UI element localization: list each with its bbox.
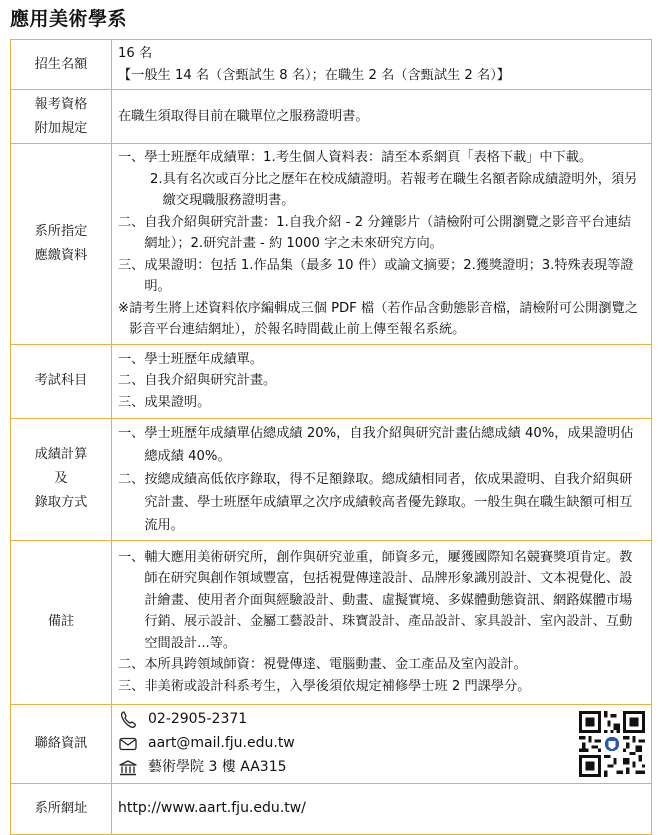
label-line: 應繳資料 — [34, 247, 88, 263]
item-text: 學士班歷年成績單。 — [144, 351, 264, 367]
website-link[interactable]: http://www.aart.fju.edu.tw/ — [118, 799, 306, 816]
item-text: 成果證明。 — [144, 394, 211, 410]
item-number: 二、 — [118, 373, 145, 389]
phone-number[interactable]: 02-2905-2371 — [148, 710, 248, 727]
row-website — [11, 783, 652, 834]
label-grading — [11, 418, 112, 540]
content-remarks — [112, 540, 652, 704]
item-text: 本所具跨領域師資：視覺傳達、電腦動畫、金工產品及室內設計。 — [144, 657, 527, 673]
row-extra-requirements — [11, 90, 652, 144]
list-item — [118, 547, 643, 655]
page-title: 應用美術學系 — [10, 8, 128, 30]
row-exam-subjects — [11, 344, 652, 418]
list-item — [118, 370, 643, 392]
item-number: 三、 — [118, 394, 145, 410]
item-text: 輔大應用美術研究所，創作與研究並重，師資多元，屢獲國際知名競賽獎項肯定。教師在研究與創作領域豐富，包括視覺傳達設計、品牌形象識別設計、文本視覺化、設計繪畫、使用者介面與經驗設計、動畫、虛擬實境、多媒體動態資訊、網路媒體市場行銷、展示設計、金屬工藝設計、珠寶設計、產品設計、家具設計、室內設計、互動空間設計...等。 — [144, 549, 633, 651]
address-text: 藝術學院 3 樓 AA315 — [148, 758, 287, 775]
label-remarks: 備註 — [11, 540, 112, 704]
label-line: 錄取方式 — [34, 495, 88, 510]
list-item — [118, 654, 643, 676]
list-item — [118, 147, 643, 169]
label-required-materials — [11, 144, 112, 345]
contact-email — [118, 732, 643, 756]
contact-address — [118, 756, 643, 780]
label-line: 附加規定 — [34, 120, 88, 136]
row-grading — [11, 418, 652, 540]
enrollment-breakdown: 【一般生 14 名（含甄試生 8 名）；在職生 2 名（含甄試生 2 名）】 — [118, 67, 510, 83]
label-enrollment: 招生名額 — [11, 40, 112, 90]
list-item — [118, 255, 643, 298]
building-icon — [118, 758, 138, 778]
label-website: 系所網址 — [11, 783, 112, 834]
label-exam-subjects: 考試科目 — [11, 344, 112, 418]
item-number: 三、 — [118, 678, 145, 694]
label-line: 系所指定 — [34, 223, 88, 239]
materials-note — [118, 298, 643, 341]
item-text: 學士班歷年成績單：1.考生個人資料表：請至本系網頁「表格下載」中下載。 — [144, 150, 593, 165]
item-text: 具有名次或百分比之歷年在校成績證明。若報考在職生名額者除成績證明外，須另繳交現職服務證明書。 — [162, 171, 638, 208]
list-item — [118, 349, 643, 371]
item-number: 二、 — [118, 657, 145, 673]
item-number: 三、 — [118, 257, 145, 273]
content-extra-requirements: 在職生須取得目前在職單位之服務證明書。 — [112, 90, 652, 144]
list-item — [118, 676, 643, 698]
note-mark: ※ — [118, 300, 130, 316]
item-text: 學士班歷年成績單佔總成績 20%，自我介紹與研究計畫佔總成績 40%，成果證明佔總成績 40%。 — [144, 425, 634, 464]
row-remarks — [11, 540, 652, 704]
contact-phone — [118, 708, 643, 732]
list-item — [118, 422, 643, 468]
admission-info-table — [10, 39, 652, 835]
envelope-icon — [118, 734, 138, 754]
item-number: 一、 — [118, 549, 145, 565]
row-contact — [11, 704, 652, 783]
phone-icon — [118, 710, 138, 730]
content-grading — [112, 418, 652, 540]
item-number: 一、 — [118, 351, 145, 367]
label-line: 報考資格 — [34, 96, 88, 112]
row-required-materials — [11, 144, 652, 345]
label-line: 及 — [54, 471, 68, 486]
item-text: 成果證明：包括 1.作品集（最多 10 件）或論文摘要；2.獲獎證明；3.特殊表現等證明。 — [144, 257, 634, 294]
item-number: 二、 — [118, 214, 145, 230]
enrollment-total: 16 名 — [118, 46, 153, 61]
item-number: 二、 — [118, 471, 145, 487]
content-enrollment — [112, 40, 652, 90]
email-link[interactable]: aart@mail.fju.edu.tw — [148, 734, 295, 751]
item-number: 一、 — [118, 150, 145, 165]
item-text: 自我介紹與研究計畫。 — [144, 373, 277, 389]
item-text: 按總成績高低依序錄取，得不足額錄取。總成績相同者，依成果證明、自我介紹與研究計畫、學士班歷年成績單之次序成績較高者優先錄取。一般生與在職生缺額可相互流用。 — [144, 471, 633, 533]
item-text: 非美術或設計科系考生，入學後須依規定補修學士班 2 門課學分。 — [144, 678, 531, 694]
list-item — [118, 392, 643, 414]
content-contact — [112, 704, 652, 783]
label-line: 成績計算 — [34, 447, 88, 462]
item-number: 一、 — [118, 425, 145, 441]
content-exam-subjects — [112, 344, 652, 418]
row-enrollment — [11, 40, 652, 90]
list-sub-item — [118, 169, 643, 212]
note-text: 請考生將上述資料依序編輯成三個 PDF 檔（若作品含動態影音檔，請檢附可公開瀏覽之影音平台連結網址），於報名時間截止前上傳至報名系統。 — [129, 300, 638, 337]
list-item — [118, 468, 643, 537]
content-website — [112, 783, 652, 834]
content-required-materials — [112, 144, 652, 345]
label-contact: 聯絡資訊 — [11, 704, 112, 783]
item-text: 自我介紹與研究計畫：1.自我介紹 - 2 分鐘影片（請檢附可公開瀏覽之影音平台連結網址）；2.研究計畫 - 約 1000 字之未來研究方向。 — [144, 214, 632, 251]
item-number: 2. — [150, 171, 163, 187]
label-extra-requirements — [11, 90, 112, 144]
list-item — [118, 212, 643, 255]
qr-code-icon[interactable] — [579, 711, 645, 777]
